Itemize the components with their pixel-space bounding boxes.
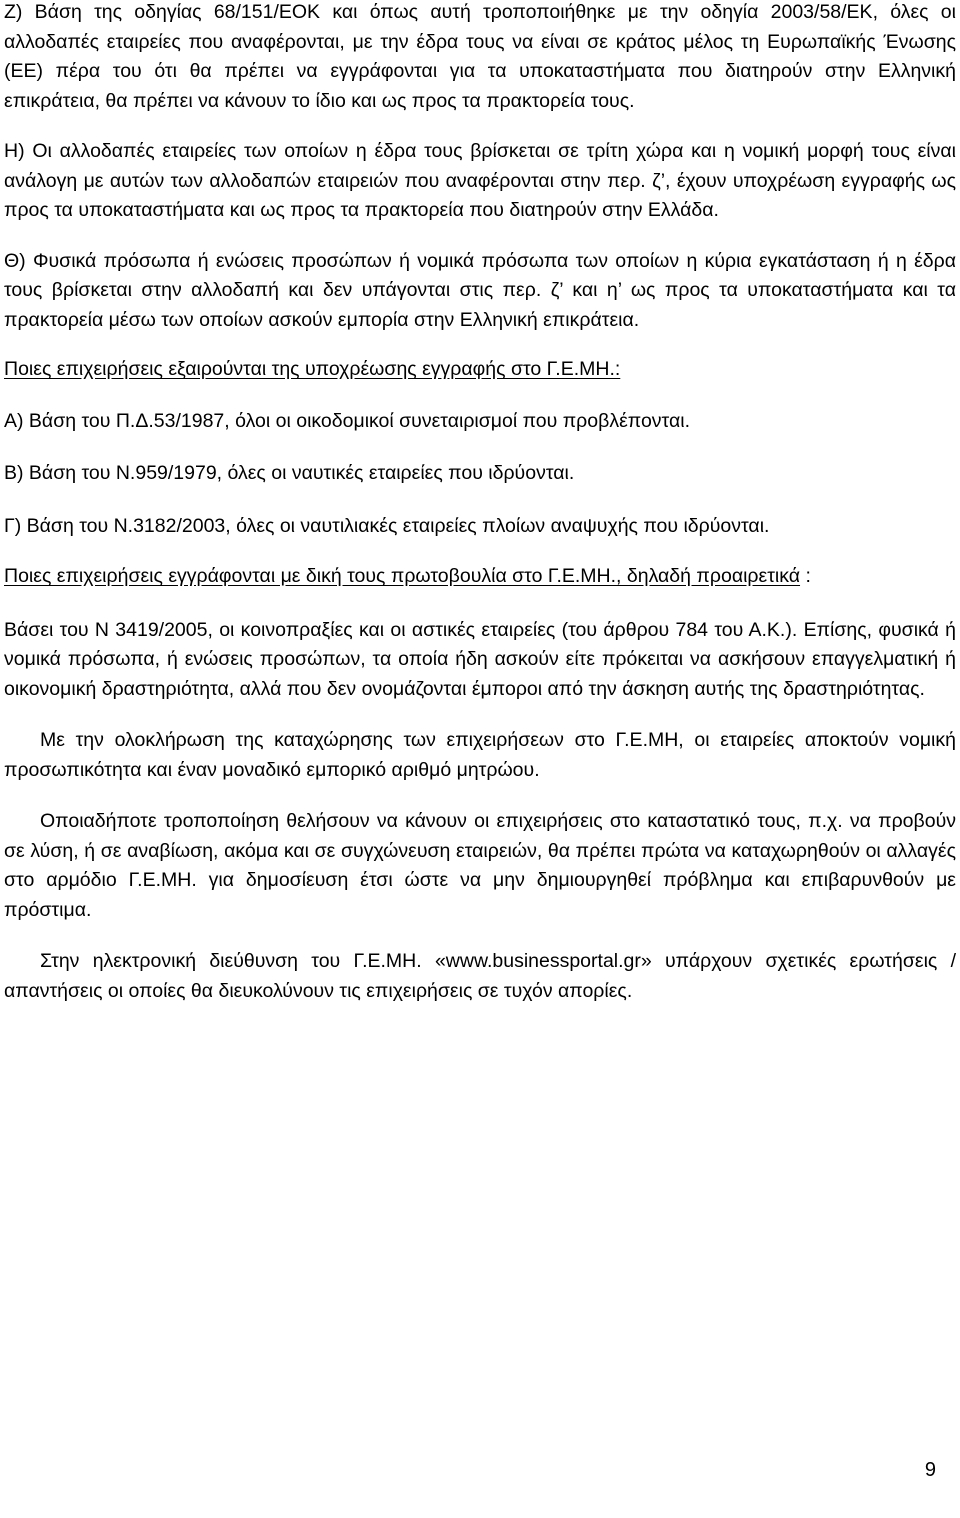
website-paragraph: Στην ηλεκτρονική διεύθυνση του Γ.Ε.ΜΗ. «www.businessportal.gr» υπάρχουν σχετικές ερωτήσεις / απαντήσεις οι οποίες θα διευκολύνουν τις επιχειρήσεις σε τυχόν απορίες. [4, 950, 956, 1002]
page-number: 9 [924, 1459, 936, 1481]
paragraph-th: Θ) Φυσικά πρόσωπα ή ενώσεις προσώπων ή νομικά πρόσωπα των οποίων η κύρια εγκατάσταση ή η έδρα τους βρίσκεται στην αλλοδαπή και δεν υπάγονται στις περ. ζ’ και η’ ως προς τα υποκαταστήματα και τα πρακτορεία μέσω των οποίων ασκούν εμπορία στην Ελληνική επικράτεια. [4, 249, 956, 331]
item-g: Γ) Βάση του Ν.3182/2003, όλες οι ναυτιλιακές εταιρείες πλοίων αναψυχής που ιδρύονται. [4, 514, 770, 537]
paragraph-z: Ζ) Βάση της οδηγίας 68/151/ΕΟΚ και όπως αυτή τροποποιήθηκε με την οδηγία 2003/58/ΕΚ, όλες οι αλλοδαπές εταιρείες που αναφέρονται, με την έδρα τους να είναι σε κράτος μέλος τη Ευρωπαϊκής Ένωσης (ΕΕ) πέρα του ότι θα πρέπει να εγγράφονται για τα υποκαταστήματα που διατηρούν στην Ελληνική επικράτεια, θα πρέπει να κάνουν το ίδιο και ως προς τα πρακτορεία τους. [4, 1, 956, 112]
item-b: Β) Βάση του Ν.959/1979, όλες οι ναυτικές εταιρείες που ιδρύονται. [4, 462, 575, 484]
changes-paragraph: Οποιαδήποτε τροποποίηση θελήσουν να κάνουν οι επιχειρήσεις στο καταστατικό τους, π.χ. να προβούν σε λύση, ή σε αναβίωση, ακόμα και σε συγχώνευση εταιρειών, θα πρέπει πρώτα να καταχωρηθούν οι αλλαγές στο αρμόδιο Γ.Ε.ΜΗ. για δημοσίευση έτσι ώστε να μην δημιουργηθεί πρόβλημα και επιβαρυνθούν με πρόστιμα. [4, 810, 956, 921]
registration-paragraph: Με την ολοκλήρωση της καταχώρησης των επιχειρήσεων στο Γ.Ε.ΜΗ, οι εταιρείες αποκτούν νομική προσωπικότητα και έναν μοναδικό εμπορικό αριθμό μητρώου. [4, 729, 956, 781]
optional-heading [4, 562, 956, 592]
optional-text: Βάσει του Ν 3419/2005, οι κοινοπραξίες και οι αστικές εταιρείες (του άρθρου 784 του Α.Κ.). Επίσης, φυσικά ή νομικά πρόσωπα, ή ενώσεις προσώπων, τα οποία ήδη ασκούν είτε πρόκειται να ασκήσουν επαγγελματική ή οικονομική δραστηριότητα, αλλά που δεν ονομάζονται έμποροι από την άσκηση αυτής της δραστηριότητας. [4, 618, 956, 700]
item-a: Α) Βάση του Π.Δ.53/1987, όλοι οι οικοδομικοί συνεταιρισμοί που προβλέπονται. [4, 409, 690, 432]
exempt-heading-text: Ποιες επιχειρήσεις εξαιρούνται της υποχρέωσης εγγραφής στο Γ.Ε.ΜΗ.: [4, 358, 621, 380]
optional-heading-suffix: : [800, 565, 811, 587]
optional-heading-text: Ποιες επιχειρήσεις εγγράφονται με δική τους πρωτοβουλία στο Γ.Ε.ΜΗ., δηλαδή προαιρετικά [4, 565, 801, 587]
exempt-heading [4, 355, 956, 385]
document-page [4, 0, 956, 1006]
paragraph-h: Η) Οι αλλοδαπές εταιρείες των οποίων η έδρα τους βρίσκεται σε τρίτη χώρα και η νομική μορφή τους είναι ανάλογη με αυτών των αλλοδαπών εταιρειών που αναφέρονται στην περ. ζ’, έχουν υποχρέωση εγγραφής ως προς τα υποκαταστήματα και ως προς τα πρακτορεία που διατηρούν στην Ελλάδα. [4, 140, 956, 221]
